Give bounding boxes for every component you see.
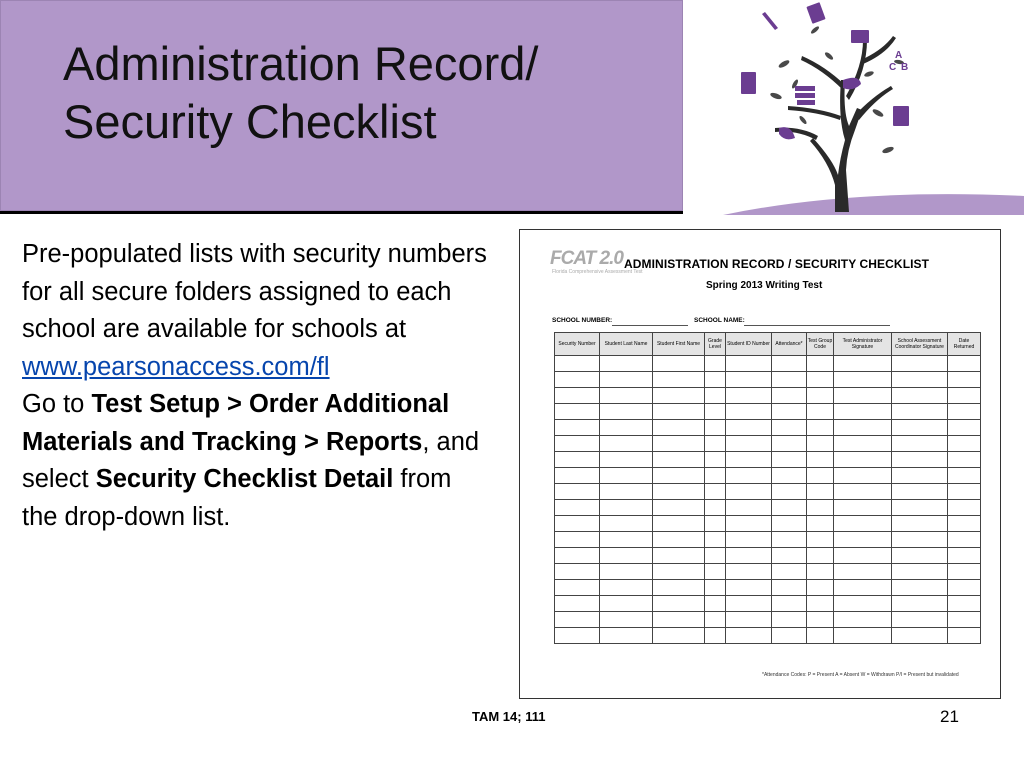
- table-cell: [892, 388, 948, 404]
- table-cell: [555, 420, 600, 436]
- table-cell: [653, 516, 705, 532]
- table-cell: [772, 484, 807, 500]
- table-cell: [807, 532, 834, 548]
- table-cell: [705, 388, 726, 404]
- table-cell: [705, 596, 726, 612]
- table-cell: [892, 356, 948, 372]
- table-cell: [726, 404, 772, 420]
- table-cell: [834, 532, 892, 548]
- table-cell: [772, 564, 807, 580]
- table-cell: [600, 452, 653, 468]
- table-cell: [807, 372, 834, 388]
- school-name-underline: [744, 325, 890, 326]
- table-row: [555, 356, 981, 372]
- table-cell: [948, 596, 981, 612]
- table-cell: [834, 356, 892, 372]
- table-cell: [726, 548, 772, 564]
- table-cell: [772, 372, 807, 388]
- table-cell: [555, 436, 600, 452]
- table-cell: [948, 516, 981, 532]
- table-cell: [772, 404, 807, 420]
- table-row: [555, 388, 981, 404]
- table-cell: [653, 372, 705, 388]
- table-cell: [948, 500, 981, 516]
- table-cell: [600, 484, 653, 500]
- table-cell: [772, 580, 807, 596]
- table-row: [555, 452, 981, 468]
- table-cell: [726, 356, 772, 372]
- table-cell: [948, 564, 981, 580]
- column-header: Student ID Number: [726, 333, 772, 356]
- bullet-suffix: from the drop-down list.: [22, 465, 452, 531]
- table-cell: [807, 580, 834, 596]
- table-cell: [772, 612, 807, 628]
- table-cell: [726, 484, 772, 500]
- table-cell: [555, 516, 600, 532]
- education-tree-illustration: [683, 0, 1024, 215]
- table-cell: [892, 404, 948, 420]
- table-cell: [600, 420, 653, 436]
- table-cell: [653, 484, 705, 500]
- table-cell: [600, 564, 653, 580]
- table-cell: [600, 612, 653, 628]
- title-band: [0, 0, 683, 211]
- table-cell: [892, 628, 948, 644]
- table-cell: [834, 628, 892, 644]
- table-row: [555, 580, 981, 596]
- table-cell: [600, 388, 653, 404]
- table-cell: [772, 532, 807, 548]
- table-cell: [892, 452, 948, 468]
- table-cell: [726, 564, 772, 580]
- table-cell: [726, 580, 772, 596]
- table-row: [555, 484, 981, 500]
- table-cell: [892, 580, 948, 596]
- table-cell: [948, 452, 981, 468]
- column-header: Attendance*: [772, 333, 807, 356]
- table-row: [555, 612, 981, 628]
- table-cell: [705, 580, 726, 596]
- table-cell: [834, 596, 892, 612]
- table-cell: [555, 564, 600, 580]
- slide-title-line-1: Administration Record/: [63, 37, 539, 90]
- table-cell: [834, 436, 892, 452]
- table-cell: [555, 628, 600, 644]
- table-cell: [600, 500, 653, 516]
- intro-text: Pre-populated lists with security numbers for all secure folders assigned to each school are available for schools at: [22, 240, 487, 343]
- table-row: [555, 500, 981, 516]
- table-cell: [705, 516, 726, 532]
- table-cell: [807, 388, 834, 404]
- table-cell: [892, 420, 948, 436]
- table-cell: [705, 548, 726, 564]
- table-cell: [834, 548, 892, 564]
- table-cell: [600, 628, 653, 644]
- table-row: [555, 420, 981, 436]
- table-cell: [948, 356, 981, 372]
- table-cell: [834, 388, 892, 404]
- table-cell: [600, 468, 653, 484]
- table-cell: [726, 516, 772, 532]
- table-cell: [807, 468, 834, 484]
- table-cell: [807, 564, 834, 580]
- table-cell: [807, 548, 834, 564]
- table-row: [555, 404, 981, 420]
- checklist-table: [554, 332, 981, 644]
- table-cell: [705, 612, 726, 628]
- table-cell: [705, 372, 726, 388]
- table-cell: [772, 548, 807, 564]
- table-cell: [834, 372, 892, 388]
- attendance-codes-note: *Attendance Codes: P = Present A = Absent W = Withdrawn P/I = Present but invalidated: [762, 672, 959, 678]
- table-cell: [807, 612, 834, 628]
- table-cell: [948, 548, 981, 564]
- column-header: School Assessment Coordinator Signature: [892, 333, 948, 356]
- table-cell: [555, 548, 600, 564]
- table-row: [555, 628, 981, 644]
- table-cell: [653, 468, 705, 484]
- table-cell: [834, 404, 892, 420]
- table-cell: [948, 404, 981, 420]
- fcat-logo: FCAT 2.0: [550, 248, 623, 269]
- school-number-underline: [612, 325, 688, 326]
- table-cell: [892, 516, 948, 532]
- checklist-header-row: [555, 333, 981, 356]
- table-cell: [705, 404, 726, 420]
- bullet-and-select: , and select: [22, 427, 480, 493]
- intro-paragraph: [22, 236, 492, 386]
- table-cell: [705, 532, 726, 548]
- checklist-form-image: [519, 229, 1001, 699]
- table-cell: [653, 500, 705, 516]
- table-cell: [772, 516, 807, 532]
- table-cell: [600, 580, 653, 596]
- table-cell: [555, 404, 600, 420]
- table-cell: [834, 516, 892, 532]
- table-cell: [834, 580, 892, 596]
- table-cell: [948, 372, 981, 388]
- table-cell: [948, 484, 981, 500]
- table-cell: [705, 500, 726, 516]
- table-cell: [726, 468, 772, 484]
- table-cell: [807, 420, 834, 436]
- table-cell: [834, 484, 892, 500]
- table-cell: [600, 532, 653, 548]
- table-cell: [555, 500, 600, 516]
- table-cell: [726, 500, 772, 516]
- column-header: Test Administrator Signature: [834, 333, 892, 356]
- tam-reference: TAM 14; 111: [472, 709, 546, 724]
- table-cell: [555, 388, 600, 404]
- table-cell: [807, 436, 834, 452]
- school-name-label: SCHOOL NAME:: [694, 317, 745, 324]
- table-cell: [834, 612, 892, 628]
- table-cell: [600, 372, 653, 388]
- page-number: 21: [940, 707, 959, 726]
- instruction-bullet: [22, 386, 492, 536]
- bullet-menu-path: Test Setup > Order Additional Materials and Tracking > Reports: [22, 390, 450, 456]
- table-cell: [834, 420, 892, 436]
- table-cell: [807, 500, 834, 516]
- table-cell: [653, 580, 705, 596]
- table-cell: [600, 596, 653, 612]
- slide-title: [63, 35, 538, 151]
- table-cell: [726, 388, 772, 404]
- slide-title-line-2: Security Checklist: [63, 95, 437, 148]
- table-cell: [555, 532, 600, 548]
- checklist-body: [555, 356, 981, 644]
- table-cell: [726, 436, 772, 452]
- table-cell: [600, 436, 653, 452]
- column-header: Test Group Code: [807, 333, 834, 356]
- table-cell: [772, 436, 807, 452]
- table-cell: [772, 468, 807, 484]
- table-cell: [807, 452, 834, 468]
- table-cell: [892, 596, 948, 612]
- table-cell: [555, 452, 600, 468]
- table-cell: [555, 596, 600, 612]
- table-cell: [772, 628, 807, 644]
- table-cell: [600, 356, 653, 372]
- table-cell: [772, 452, 807, 468]
- table-cell: [653, 404, 705, 420]
- table-cell: [600, 548, 653, 564]
- table-row: [555, 596, 981, 612]
- table-cell: [948, 468, 981, 484]
- pearsonaccess-link[interactable]: www.pearsonaccess.com/fl: [22, 352, 330, 381]
- column-header: Student First Name: [653, 333, 705, 356]
- table-cell: [555, 484, 600, 500]
- table-cell: [807, 596, 834, 612]
- table-cell: [807, 356, 834, 372]
- table-cell: [705, 628, 726, 644]
- bullet-option: Security Checklist Detail: [95, 465, 394, 493]
- form-subtitle: Spring 2013 Writing Test: [706, 280, 823, 291]
- column-header: Grade Level: [705, 333, 726, 356]
- table-row: [555, 548, 981, 564]
- table-cell: [555, 372, 600, 388]
- table-cell: [653, 420, 705, 436]
- table-cell: [772, 500, 807, 516]
- school-number-label: SCHOOL NUMBER:: [552, 317, 613, 324]
- title-divider: [0, 211, 683, 214]
- table-cell: [705, 564, 726, 580]
- table-cell: [892, 436, 948, 452]
- table-cell: [772, 356, 807, 372]
- table-cell: [807, 484, 834, 500]
- table-cell: [653, 436, 705, 452]
- table-cell: [892, 532, 948, 548]
- table-row: [555, 516, 981, 532]
- table-cell: [834, 500, 892, 516]
- table-cell: [726, 452, 772, 468]
- table-cell: [892, 612, 948, 628]
- svg-text:C: C: [889, 62, 897, 73]
- svg-text:A: A: [895, 50, 903, 61]
- column-header: Date Returned: [948, 333, 981, 356]
- table-cell: [653, 628, 705, 644]
- table-cell: [653, 612, 705, 628]
- table-cell: [653, 564, 705, 580]
- table-cell: [726, 612, 772, 628]
- table-cell: [948, 628, 981, 644]
- table-cell: [653, 356, 705, 372]
- column-header: Student Last Name: [600, 333, 653, 356]
- table-cell: [892, 548, 948, 564]
- table-cell: [948, 580, 981, 596]
- table-cell: [772, 596, 807, 612]
- table-cell: [772, 420, 807, 436]
- table-cell: [600, 516, 653, 532]
- table-cell: [705, 356, 726, 372]
- table-cell: [807, 628, 834, 644]
- table-cell: [948, 420, 981, 436]
- table-cell: [772, 388, 807, 404]
- table-cell: [555, 356, 600, 372]
- table-cell: [653, 596, 705, 612]
- table-row: [555, 564, 981, 580]
- table-cell: [653, 548, 705, 564]
- fcat-logo-tagline: Florida Comprehensive Assessment Test: [552, 269, 643, 275]
- column-header: Security Number: [555, 333, 600, 356]
- table-cell: [892, 484, 948, 500]
- table-cell: [834, 452, 892, 468]
- table-cell: [726, 628, 772, 644]
- table-cell: [555, 580, 600, 596]
- table-cell: [892, 564, 948, 580]
- form-title: ADMINISTRATION RECORD / SECURITY CHECKLIST: [624, 257, 930, 271]
- table-cell: [726, 532, 772, 548]
- table-cell: [705, 420, 726, 436]
- table-row: [555, 468, 981, 484]
- table-cell: [555, 612, 600, 628]
- table-cell: [705, 468, 726, 484]
- table-cell: [726, 596, 772, 612]
- table-cell: [555, 468, 600, 484]
- table-cell: [653, 388, 705, 404]
- table-cell: [726, 372, 772, 388]
- table-cell: [705, 436, 726, 452]
- table-cell: [948, 436, 981, 452]
- table-cell: [834, 564, 892, 580]
- table-row: [555, 372, 981, 388]
- slide-body: [22, 236, 492, 536]
- svg-text:B: B: [901, 62, 909, 73]
- table-cell: [653, 452, 705, 468]
- table-cell: [892, 372, 948, 388]
- table-cell: [892, 500, 948, 516]
- table-cell: [705, 452, 726, 468]
- table-cell: [600, 404, 653, 420]
- table-cell: [834, 468, 892, 484]
- table-row: [555, 436, 981, 452]
- table-cell: [948, 612, 981, 628]
- bullet-go-to: Go to: [22, 390, 92, 418]
- table-cell: [948, 388, 981, 404]
- table-cell: [807, 516, 834, 532]
- table-cell: [948, 532, 981, 548]
- table-cell: [726, 420, 772, 436]
- table-cell: [653, 532, 705, 548]
- table-cell: [807, 404, 834, 420]
- table-row: [555, 532, 981, 548]
- table-cell: [705, 484, 726, 500]
- table-cell: [892, 468, 948, 484]
